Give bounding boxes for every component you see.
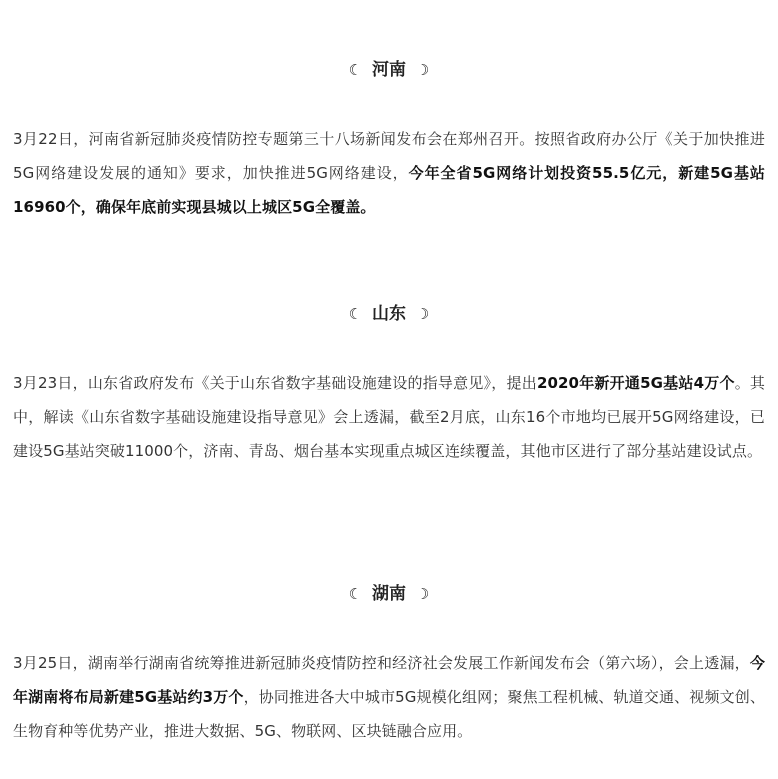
- crescent-moon-left-icon: ☾: [348, 585, 363, 603]
- text-run-bold: 2020年新开通5G基站4万个: [536, 374, 735, 392]
- crescent-moon-left-icon: ☾: [348, 305, 363, 323]
- text-run: ，协同推进各大中城市5G规模化组网；聚焦工程机械、轨道交通、视频文创、生物育种等优势产业，推进大数据、5G、物联网、区块链融合应用。: [13, 688, 766, 740]
- crescent-moon-left-icon: ☾: [348, 61, 363, 79]
- text-run: 3月25日，湖南举行湖南省统筹推进新冠肺炎疫情防控和经济社会发展工作新闻发布会（第六场），会上透漏，: [13, 654, 750, 672]
- section-heading: [0, 582, 778, 606]
- section-heading: [0, 58, 778, 82]
- crescent-moon-right-icon: ☽: [415, 61, 430, 79]
- heading-shandong: [0, 302, 778, 326]
- section-title: 河南: [372, 60, 406, 80]
- section-title: 湖南: [372, 584, 406, 604]
- crescent-moon-right-icon: ☽: [415, 305, 430, 323]
- text-run-bold: 今年全省5G网络计划投资55.5亿元，新建5G基站16960个，确保年底前实现县城以上城区5G全覆盖。: [13, 164, 766, 216]
- text-run-bold: 今年湖南将布局新建5G基站约3万个: [13, 654, 765, 706]
- section-heading: [0, 302, 778, 326]
- paragraph-henan: [13, 122, 765, 224]
- paragraph-hunan: [13, 646, 765, 748]
- section-title: 山东: [372, 304, 406, 324]
- heading-hunan: [0, 582, 778, 606]
- text-run: 。其中，解读《山东省数字基础设施建设指导意见》会上透漏，截至2月底，山东16个市地均已展开5G网络建设，已建设5G基站突破11000个，济南、青岛、烟台基本实现重点城区连续覆盖，其他市区进行了部分基站建设试点。: [13, 374, 766, 460]
- crescent-moon-right-icon: ☽: [415, 585, 430, 603]
- text-run: 3月23日，山东省政府发布《关于山东省数字基础设施建设的指导意见》，提出: [13, 374, 537, 392]
- paragraph-shandong: [13, 366, 765, 468]
- heading-henan: [0, 58, 778, 82]
- text-run: 3月22日，河南省新冠肺炎疫情防控专题第三十八场新闻发布会在郑州召开。按照省政府办公厅《关于加快推进5G网络建设发展的通知》要求，加快推进5G网络建设，: [13, 130, 765, 182]
